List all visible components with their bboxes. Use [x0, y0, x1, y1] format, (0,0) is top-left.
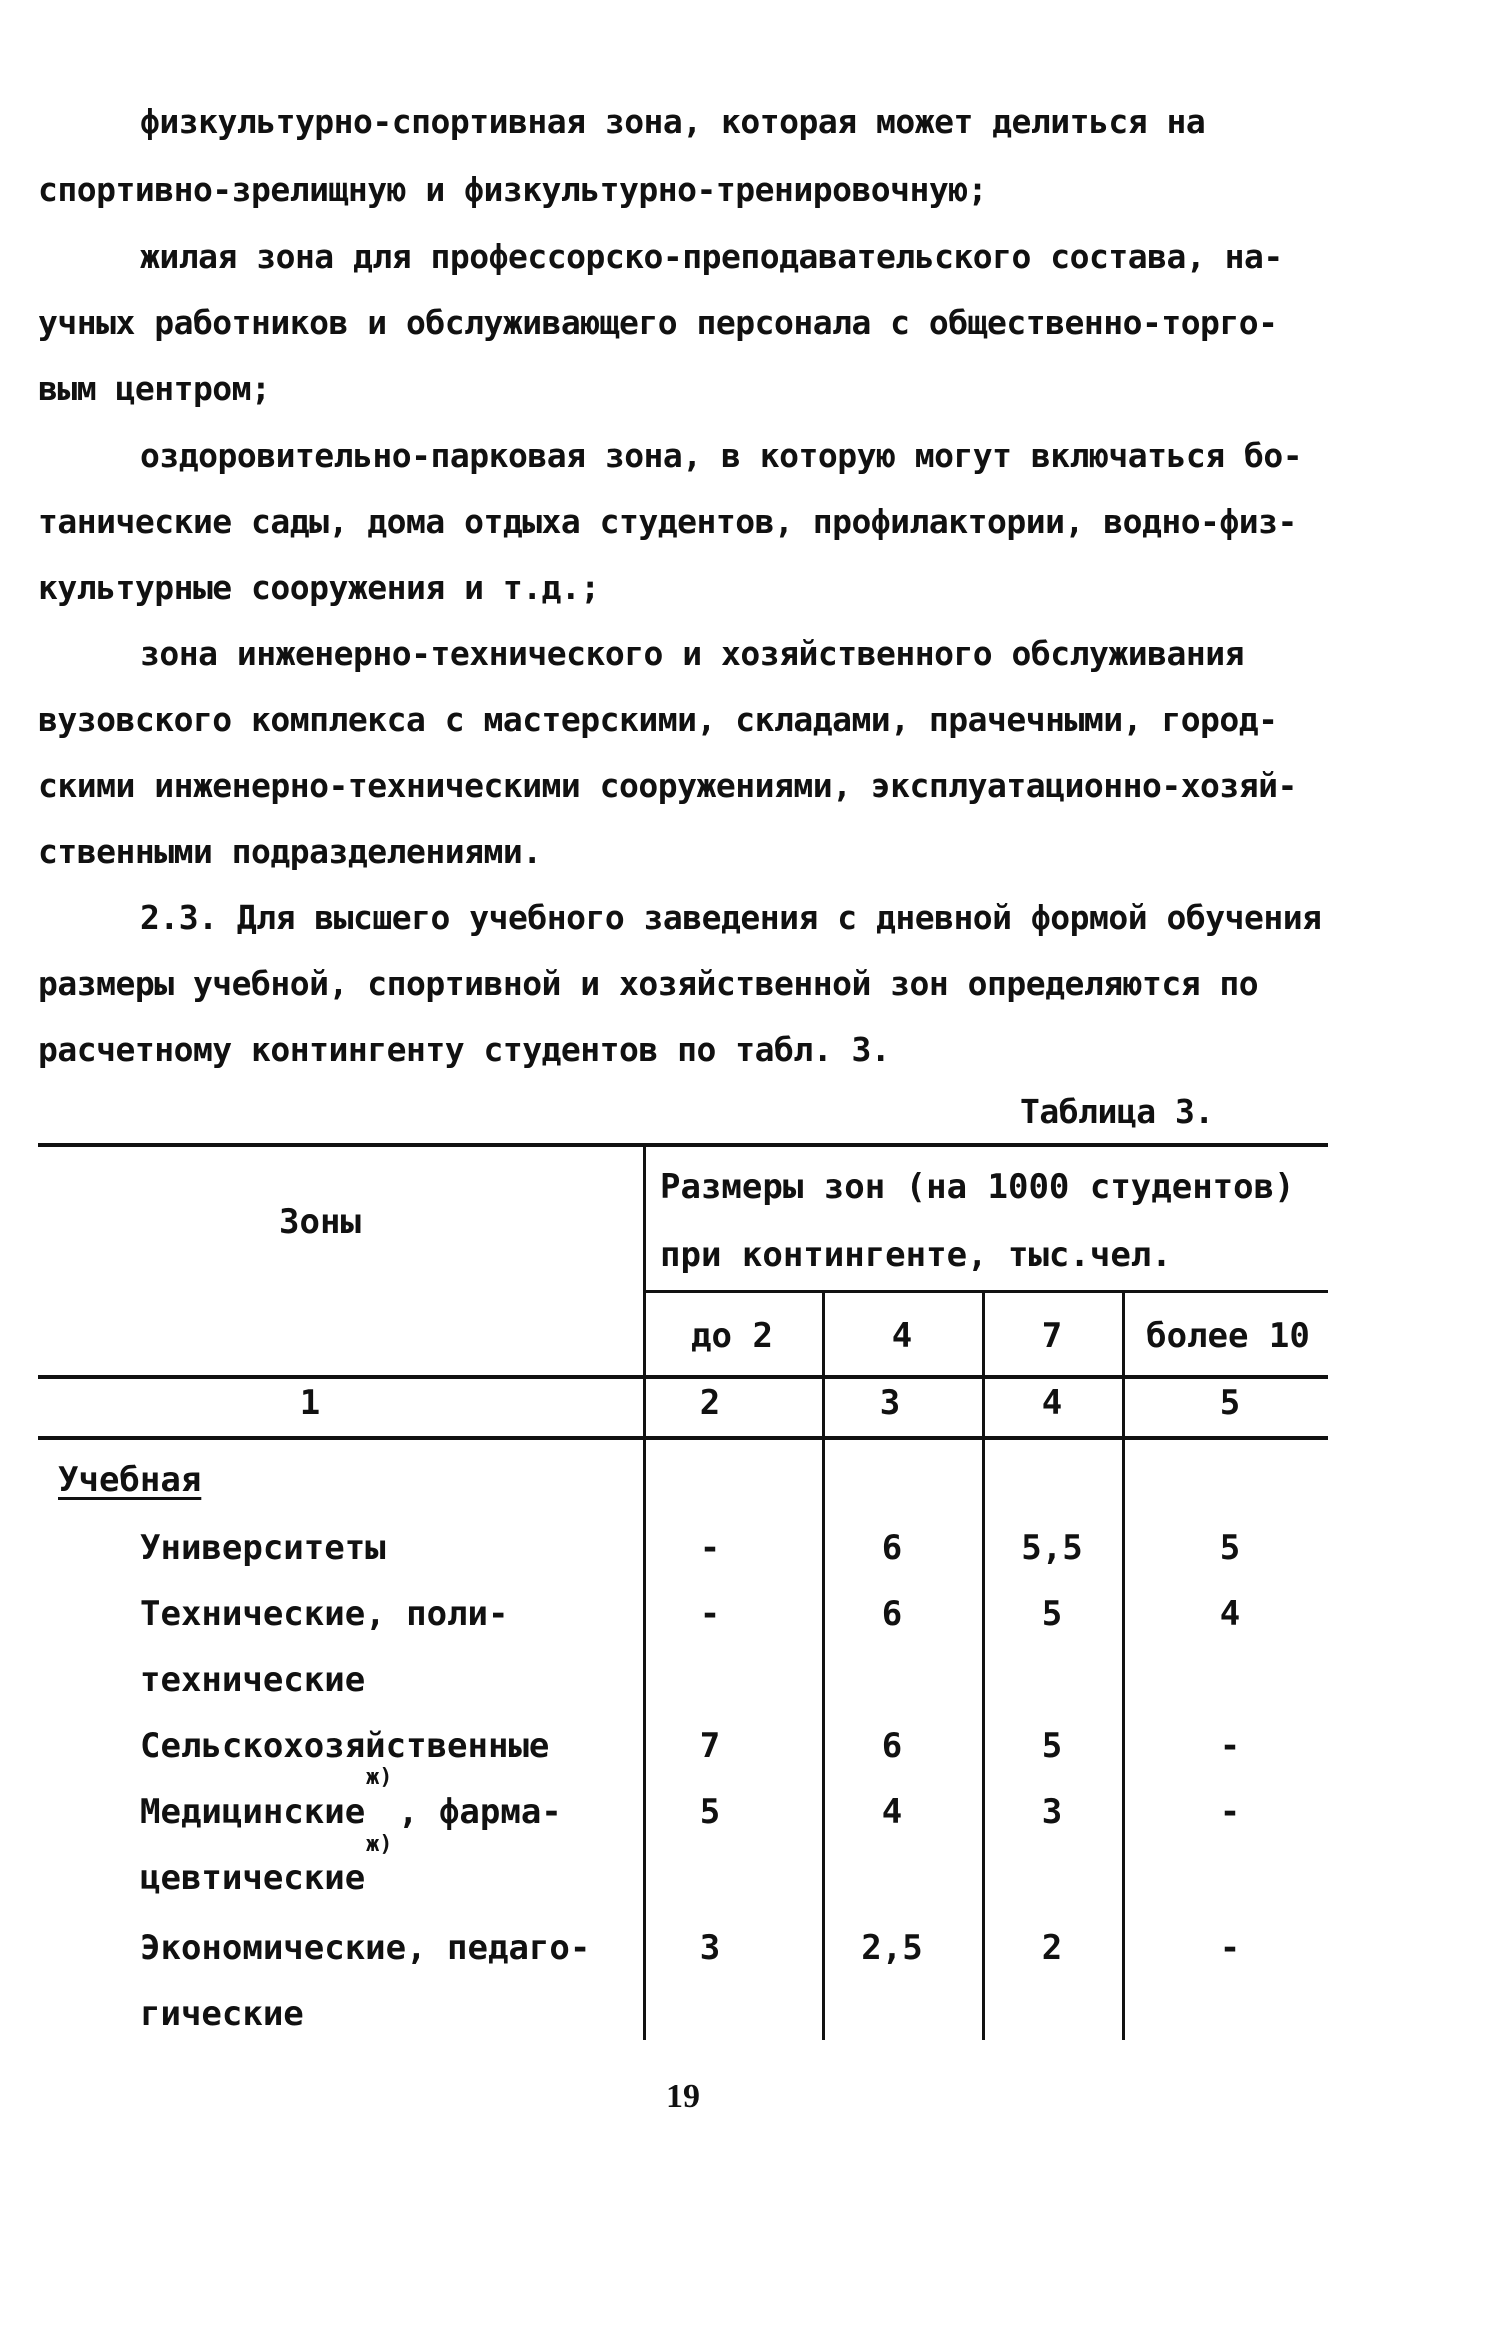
table-cell: 2,5	[861, 1928, 923, 1968]
table-cell: 7	[699, 1726, 721, 1766]
row-label: гические	[140, 1994, 304, 2034]
column-number: 2	[699, 1383, 721, 1423]
row-label: Сельскохозяйственные	[140, 1726, 550, 1766]
text-line: ственными подразделениями.	[38, 832, 542, 871]
table-cell: 2	[1041, 1928, 1063, 1968]
footnote-mark: ж)	[366, 1765, 393, 1790]
table-cell: 5	[699, 1792, 721, 1832]
column-divider	[643, 1143, 646, 2040]
table-cell: 6	[881, 1726, 903, 1766]
table-caption: Таблица 3.	[1020, 1092, 1214, 1131]
table-cell: -	[699, 1594, 721, 1634]
footnote-mark: ж)	[366, 1832, 393, 1857]
header-bottom-rule	[38, 1375, 1328, 1379]
table-cell: -	[1219, 1928, 1241, 1968]
subheader-cell: 7	[1041, 1316, 1063, 1356]
row-label: Технические, поли-	[140, 1594, 509, 1634]
text-line: вым центром;	[38, 369, 271, 408]
text-line: 2.3. Для высшего учебного заведения с дневной формой обучения	[140, 898, 1322, 937]
row-label: цевтические	[140, 1858, 366, 1898]
table-cell: -	[1219, 1792, 1241, 1832]
text-line: танические сады, дома отдыха студентов, профилактории, водно-физ-	[38, 502, 1297, 541]
column-divider	[822, 1290, 825, 2040]
table-cell: -	[1219, 1726, 1241, 1766]
numbers-bottom-rule	[38, 1436, 1328, 1440]
row-label: Университеты	[140, 1528, 386, 1568]
table-cell: 6	[881, 1594, 903, 1634]
text-line: учных работников и обслуживающего персонала с общественно-торго-	[38, 303, 1278, 342]
table-top-rule	[38, 1143, 1328, 1147]
text-line: зона инженерно-технического и хозяйственного обслуживания	[140, 634, 1244, 673]
table-cell: 4	[1219, 1594, 1241, 1634]
header-zones: Зоны	[279, 1202, 361, 1242]
text-line: физкультурно-спортивная зона, которая может делиться на	[140, 102, 1206, 141]
row-label: технические	[140, 1660, 366, 1700]
text-line: вузовского комплекса с мастерскими, складами, прачечными, город-	[38, 700, 1278, 739]
row-label: Экономические, педаго-	[140, 1928, 591, 1968]
table-cell: -	[699, 1528, 721, 1568]
text-line: скими инженерно-техническими сооружениями, эксплуатационно-хозяй-	[38, 766, 1297, 805]
page-number: 19	[666, 2078, 700, 2115]
section-title: Учебная	[58, 1460, 202, 1500]
table-cell: 3	[699, 1928, 721, 1968]
table-cell: 3	[1041, 1792, 1063, 1832]
text-line: оздоровительно-парковая зона, в которую могут включаться бо-	[140, 436, 1303, 475]
header-sizes: Размеры зон (на 1000 студентов)	[660, 1167, 1295, 1207]
column-number: 4	[1041, 1383, 1063, 1423]
subheader-cell: до 2	[691, 1316, 773, 1356]
column-number: 3	[879, 1383, 901, 1423]
text-line: культурные сооружения и т.д.;	[38, 568, 600, 607]
text-line: жилая зона для профессорско-преподавательского состава, на-	[140, 237, 1283, 276]
table-cell: 4	[881, 1792, 903, 1832]
column-number: 5	[1219, 1383, 1241, 1423]
row-label-suffix: , фарма-	[398, 1792, 562, 1832]
column-number: 1	[299, 1383, 321, 1423]
column-divider	[1122, 1290, 1125, 2040]
subheader-cell: 4	[891, 1316, 913, 1356]
table-cell: 5	[1041, 1726, 1063, 1766]
subheader-rule	[643, 1290, 1328, 1293]
column-divider	[982, 1290, 985, 2040]
table-cell: 5,5	[1021, 1528, 1083, 1568]
row-label: Медицинские	[140, 1792, 366, 1832]
table-cell: 6	[881, 1528, 903, 1568]
subheader-cell: более 10	[1146, 1316, 1310, 1356]
header-sizes: при контингенте, тыс.чел.	[660, 1235, 1172, 1275]
text-line: спортивно-зрелищную и физкультурно-тренировочную;	[38, 170, 988, 209]
table-cell: 5	[1219, 1528, 1241, 1568]
text-line: расчетному контингенту студентов по табл. 3.	[38, 1030, 891, 1069]
text-line: размеры учебной, спортивной и хозяйственной зон определяются по	[38, 964, 1259, 1003]
table-cell: 5	[1041, 1594, 1063, 1634]
